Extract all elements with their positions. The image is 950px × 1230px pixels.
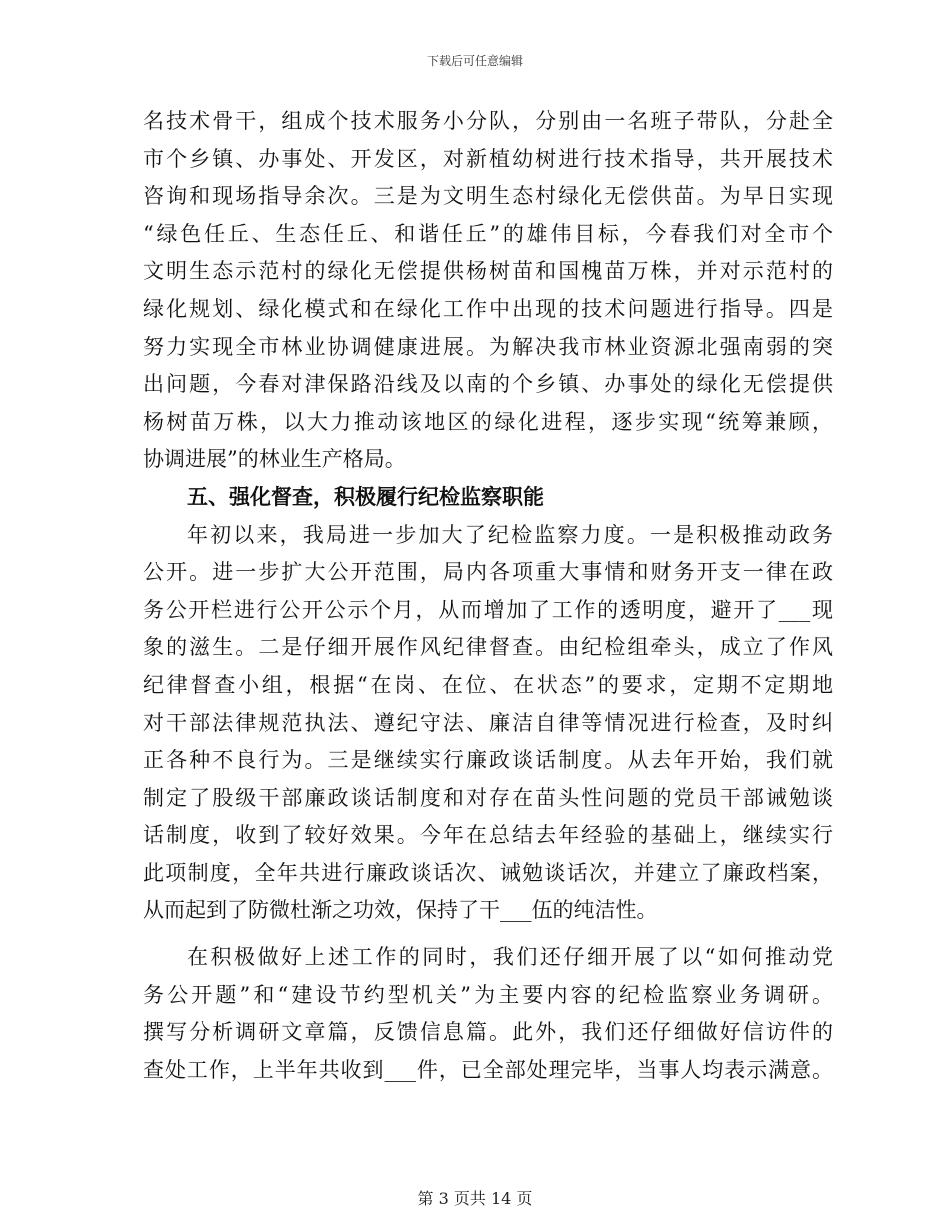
- body-line: 杨树苗万株，以大力推动该地区的绿化进程，逐步实现“统筹兼顾，: [143, 409, 833, 434]
- body-line: 文明生态示范村的绿化无偿提供杨树苗和国槐苗万株，并对示范村的: [143, 259, 833, 284]
- paragraph-gap: [143, 930, 833, 939]
- body-line: 正各种不良行为。三是继续实行廉政谈话制度。从去年开始，我们就: [143, 748, 833, 773]
- page-footer: 第 3 页共 14 页: [417, 1189, 533, 1208]
- body-line: 务公开题”和“建设节约型机关”为主要内容的纪检监察业务调研。: [143, 982, 833, 1007]
- body-line: “绿色任丘、生态任丘、和谐任丘”的雄伟目标，今春我们对全市个: [143, 221, 833, 246]
- body-line: 协调进展”的林业生产格局。: [143, 447, 406, 472]
- body-line: 从而起到了防微杜渐之功效，保持了干___伍的纯洁性。: [143, 898, 658, 923]
- body-line: 名技术骨干，组成个技术服务小分队，分别由一名班子带队，分赴全: [143, 109, 833, 133]
- body-line: 此项制度，全年共进行廉政谈话次、诫勉谈话次，并建立了廉政档案，: [143, 860, 833, 885]
- section-heading: 五、强化督查，积极履行纪检监察职能: [187, 484, 544, 509]
- body-line: 对干部法律规范执法、遵纪守法、廉洁自律等情况进行检查，及时纠: [143, 710, 833, 735]
- body-line: 年初以来，我局进一步加大了纪检监察力度。一是积极推动政务: [187, 522, 833, 547]
- body-line: 查处工作，上半年共收到___件，已全部处理完毕，当事人均表示满意。: [143, 1057, 833, 1082]
- body-line: 公开。进一步扩大公开范围，局内各项重大事情和财务开支一律在政: [143, 560, 833, 585]
- body-line: 在积极做好上述工作的同时，我们还仔细开展了以“如何推动党: [187, 945, 833, 970]
- body-line: 务公开栏进行公开公示个月，从而增加了工作的透明度，避开了___现: [143, 597, 833, 622]
- body-line: 撰写分析调研文章篇，反馈信息篇。此外，我们还仔细做好信访件的: [143, 1020, 833, 1045]
- body-line: 制定了股级干部廉政谈话制度和对存在苗头性问题的党员干部诫勉谈: [143, 785, 833, 810]
- body-line: 努力实现全市林业协调健康进展。为解决我市林业资源北强南弱的突: [143, 334, 833, 359]
- body-line: 出问题，今春对津保路沿线及以南的个乡镇、办事处的绿化无偿提供: [143, 372, 833, 397]
- body-line: 纪律督查小组，根据“在岗、在位、在状态”的要求，定期不定期地: [143, 672, 833, 697]
- body-line: 市个乡镇、办事处、开发区，对新植幼树进行技术指导，共开展技术: [143, 146, 833, 171]
- body-line: 绿化规划、绿化模式和在绿化工作中出现的技术问题进行指导。四是: [143, 296, 833, 321]
- document-body: [143, 103, 833, 1089]
- page-header: 下载后可任意编辑: [426, 54, 523, 68]
- body-line: 话制度，收到了较好效果。今年在总结去年经验的基础上，继续实行: [143, 823, 833, 848]
- body-line: 咨询和现场指导余次。三是为文明生态村绿化无偿供苗。为早日实现: [143, 184, 833, 209]
- body-line: 象的滋生。二是仔细开展作风纪律督查。由纪检组牵头，成立了作风: [143, 635, 833, 660]
